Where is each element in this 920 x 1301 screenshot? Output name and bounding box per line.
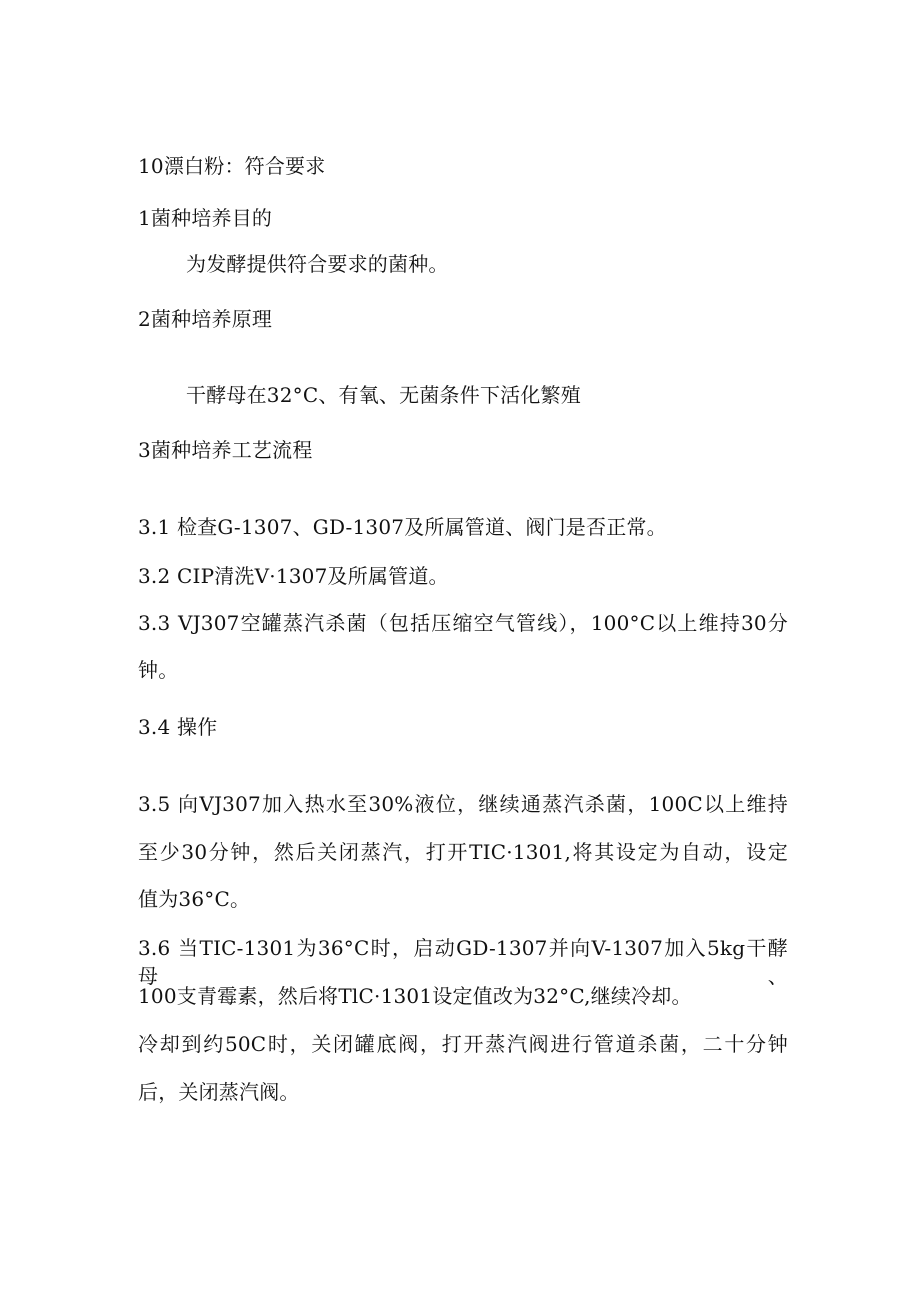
step-3-2: 3.2 CIP清洗V·1307及所属管道。	[138, 564, 449, 588]
section-1-body: 为发酵提供符合要求的菌种。	[186, 252, 449, 276]
section-3-heading: 3菌种培养工艺流程	[138, 438, 313, 462]
step-3-6-line-2: 100支青霉素，然后将TlC·1301设定值改为32°C,继续冷却。	[138, 984, 692, 1008]
step-3-1: 3.1 检查G-1307、GD-1307及所属管道、阀门是否正常。	[138, 515, 667, 539]
step-3-6-line-1: 3.6 当TIC-1301为36°C时，启动GD-1307并向V-1307加入5kg干酵母、	[138, 936, 788, 988]
cooling-paragraph-line-1: 冷却到约50C时，关闭罐底阀，打开蒸汽阀进行管道杀菌，二十分钟	[138, 1032, 788, 1056]
section-1-heading: 1菌种培养目的	[138, 206, 273, 230]
step-3-5-line-3: 值为36°C。	[138, 887, 251, 911]
section-2-body: 干酵母在32°C、有氧、无菌条件下活化繁殖	[186, 383, 581, 407]
step-3-5-line-1: 3.5 向VJ307加入热水至30%液位，继续通蒸汽杀菌，100C以上维持	[138, 792, 788, 816]
step-3-3-line-1: 3.3 VJ307空罐蒸汽杀菌（包括压缩空气管线），100°C以上维持30分	[138, 611, 788, 635]
cooling-paragraph-line-2: 后，关闭蒸汽阀。	[138, 1080, 300, 1104]
item-10-bleaching-powder: 10漂白粉：符合要求	[138, 154, 326, 178]
section-2-heading: 2菌种培养原理	[138, 307, 273, 331]
step-3-4: 3.4 操作	[138, 715, 218, 739]
step-3-5-line-2: 至少30分钟，然后关闭蒸汽，打开TIC·1301,将其设定为自动，设定	[138, 840, 788, 864]
step-3-3-line-2: 钟。	[138, 658, 179, 682]
